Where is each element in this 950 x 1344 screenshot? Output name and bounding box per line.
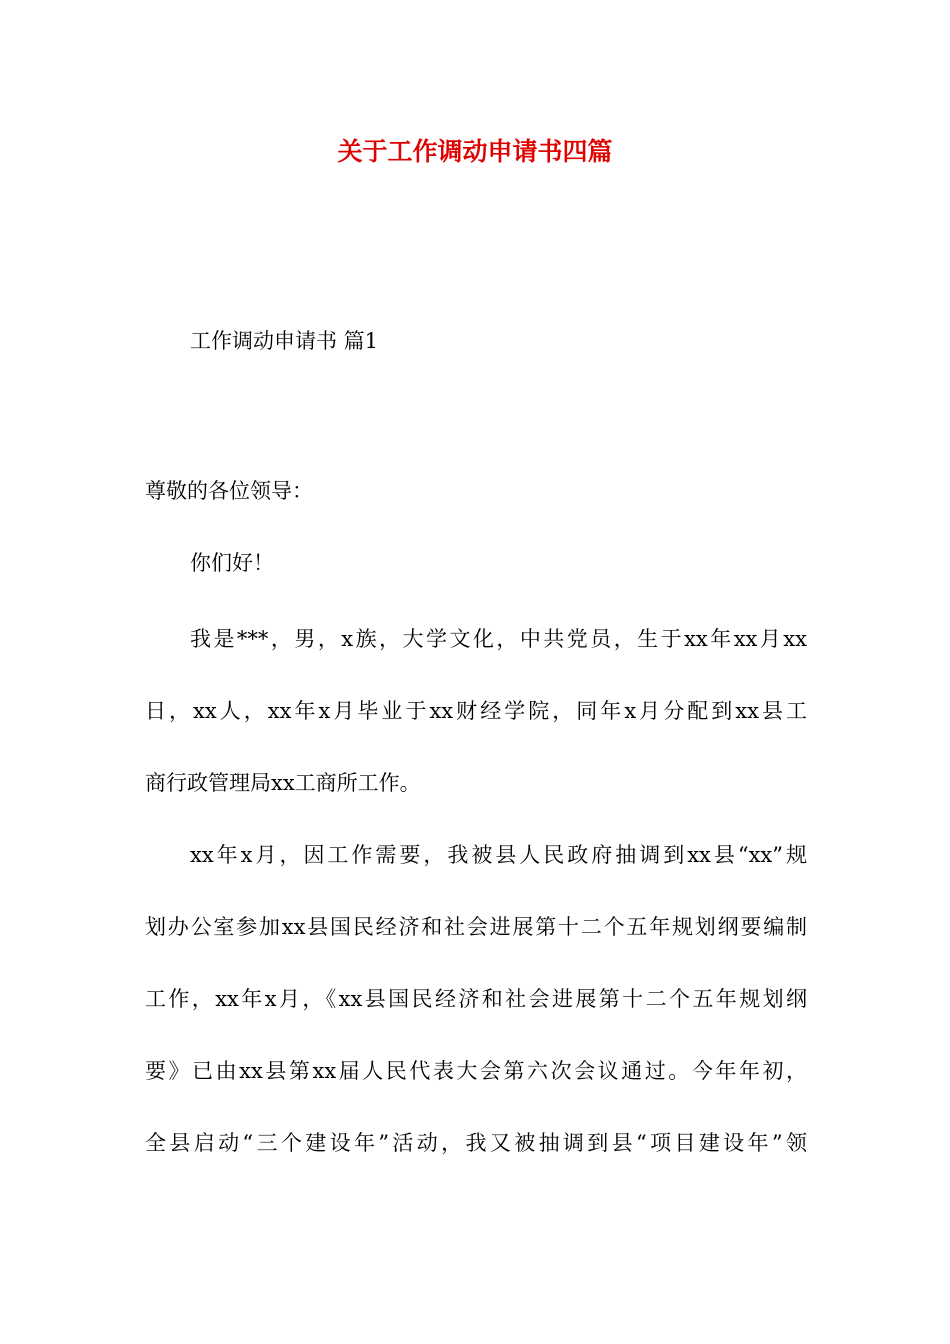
document-title: 关于工作调动申请书四篇 — [337, 137, 613, 166]
paragraph-line: 全县启动“三个建设年”活动，我又被抽调到县“项目建设年”领 — [145, 1131, 807, 1155]
salutation: 尊敬的各位领导： — [145, 479, 313, 503]
paragraph-line: 工作，xx年x月，《xx县国民经济和社会进展第十二个五年规划纲 — [145, 987, 807, 1011]
paragraph-line: 要》已由xx县第xx届人民代表大会第六次会议通过。今年年初， — [145, 1059, 807, 1083]
body-paragraph-1 — [145, 603, 807, 819]
body-paragraph-2 — [145, 819, 807, 1179]
greeting: 你们好！ — [190, 551, 274, 575]
paragraph-line: 商行政管理局xx工商所工作。 — [145, 771, 421, 795]
paragraph-line: xx年x月，因工作需要，我被县人民政府抽调到xx县“xx”规 — [190, 843, 807, 867]
section-heading: 工作调动申请书 篇1 — [190, 329, 379, 353]
paragraph-line: 日，xx人，xx年x月毕业于xx财经学院，同年x月分配到xx县工 — [145, 699, 807, 723]
paragraph-line: 划办公室参加xx县国民经济和社会进展第十二个五年规划纲要编制 — [145, 915, 807, 939]
paragraph-line: 我是***，男，x族，大学文化，中共党员，生于xx年xx月xx — [190, 627, 807, 651]
